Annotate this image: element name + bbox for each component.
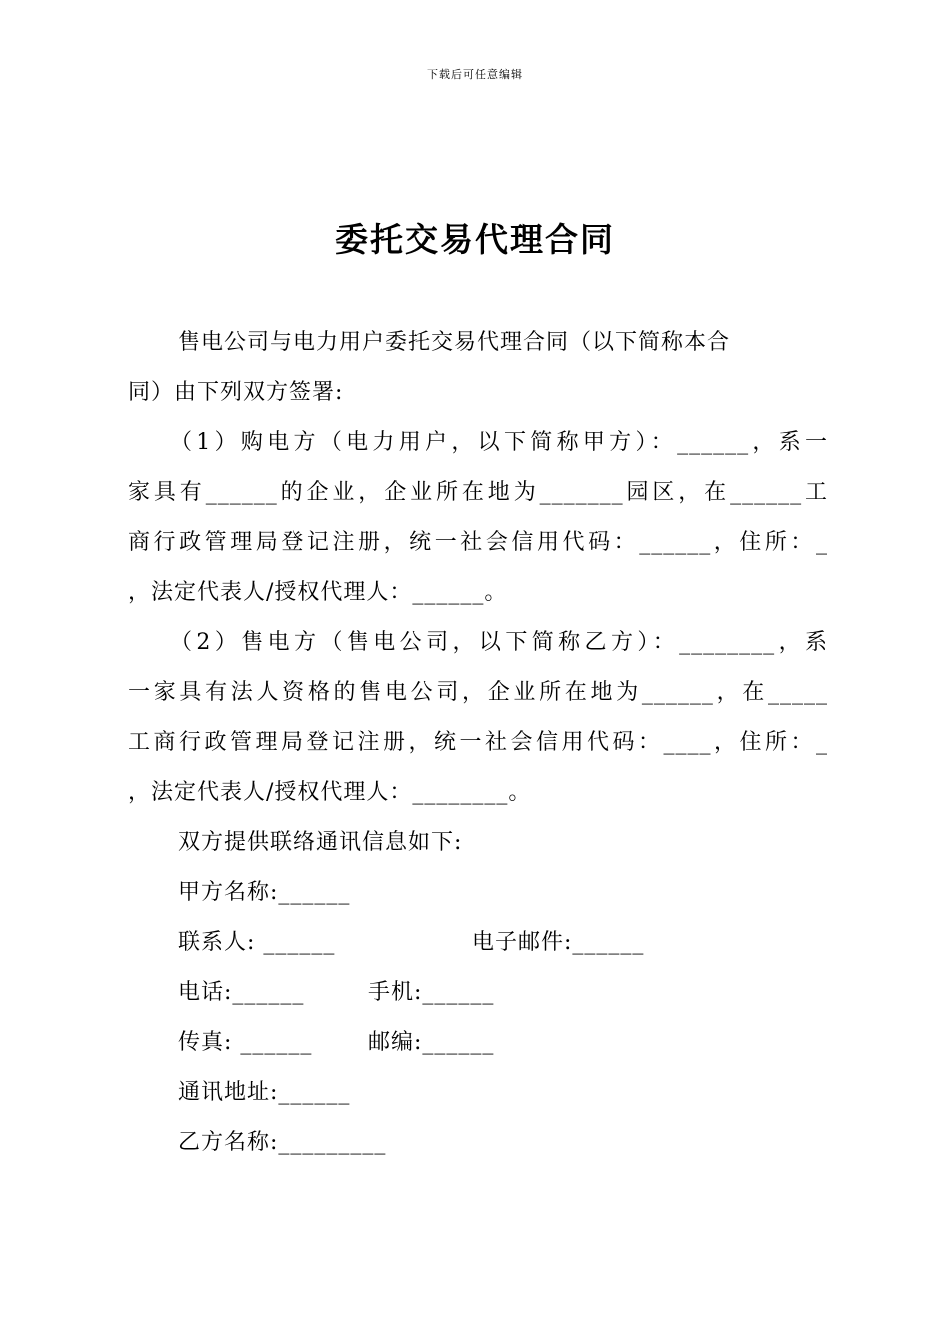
fax-field: 传真: ______ xyxy=(178,1030,313,1055)
party-b-line-1: （2）售电方（售电公司，以下简称乙方）：________，系 xyxy=(170,630,828,655)
mobile-field: 手机:______ xyxy=(368,980,495,1005)
phone-field: 电话:______ xyxy=(178,980,305,1005)
intro-line-2: 同）由下列双方签署: xyxy=(128,380,344,405)
party-a-line-2: 家具有______的企业，企业所在地为_______园区，在______工 xyxy=(128,480,828,505)
intro-line-1: 售电公司与电力用户委托交易代理合同（以下简称本合 xyxy=(178,330,731,355)
page-header: 下载后可任意编辑 xyxy=(427,68,523,81)
party-b-line-2: 一家具有法人资格的售电公司，企业所在地为______，在_____ xyxy=(128,680,828,705)
party-a-name-field: 甲方名称:______ xyxy=(178,880,351,905)
contact-intro: 双方提供联络通讯信息如下: xyxy=(178,830,463,855)
contact-person-field: 联系人: ______ xyxy=(178,930,336,955)
party-a-line-1: （1）购电方（电力用户，以下简称甲方）：______，系一 xyxy=(170,430,828,455)
party-a-line-4: ，法定代表人/授权代理人：______。 xyxy=(128,580,508,605)
address-field: 通讯地址:______ xyxy=(178,1080,351,1105)
party-a-line-3: 商行政管理局登记注册，统一社会信用代码：______，住所：_ xyxy=(128,530,828,555)
email-field: 电子邮件:______ xyxy=(472,930,645,955)
party-b-line-4: ，法定代表人/授权代理人：________。 xyxy=(128,780,532,805)
document-title: 委托交易代理合同 xyxy=(335,220,615,259)
postcode-field: 邮编:______ xyxy=(368,1030,495,1055)
party-b-name-field: 乙方名称:_________ xyxy=(178,1130,387,1155)
party-b-line-3: 工商行政管理局登记注册，统一社会信用代码：____，住所：_ xyxy=(128,730,828,755)
